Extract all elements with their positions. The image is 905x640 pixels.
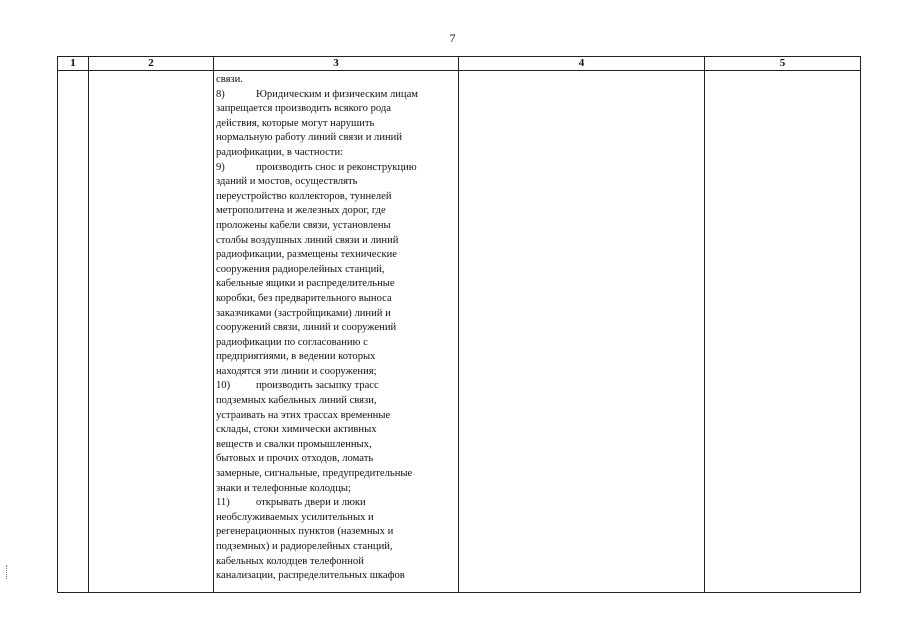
margin-mark [6, 565, 10, 579]
item-number: 11) [216, 497, 230, 509]
line-text: радиофикации, в частности: [216, 146, 344, 158]
line-text: столбы воздушных линий связи и линий [216, 234, 399, 246]
column-3-text [216, 73, 457, 584]
column-divider [458, 57, 459, 592]
item-number: 9) [216, 161, 225, 173]
column-header-1: 1 [70, 57, 76, 69]
line-text: сооружений связи, линий и сооружений [216, 322, 397, 334]
text-line [216, 102, 457, 117]
text-line [216, 336, 457, 351]
table-header-row [58, 57, 860, 71]
line-text: находятся эти линии и сооружения; [216, 365, 377, 377]
text-line [216, 204, 457, 219]
line-text: бытовых и прочих отходов, ломать [216, 453, 374, 465]
text-line [216, 131, 457, 146]
line-text: подземных) и радиорелейных станций, [216, 541, 393, 552]
text-line [216, 88, 457, 103]
text-line [216, 175, 457, 190]
text-line [216, 292, 457, 307]
line-text: заказчиками (застройщиками) линий и [216, 307, 391, 319]
text-line [216, 511, 457, 526]
text-line [216, 496, 457, 511]
text-line [216, 525, 457, 540]
text-line [216, 117, 457, 132]
text-line [216, 540, 457, 555]
line-text: проложены кабели связи, установлены [216, 219, 391, 231]
line-text: производить снос и реконструкцию [256, 161, 417, 173]
line-text: канализации, распределительных шкафов [216, 570, 405, 582]
line-text: метрополитена и железных дорог, где [216, 205, 386, 217]
text-line [216, 73, 457, 88]
line-text: связи. [216, 74, 243, 85]
line-text: кабельных колодцев телефонной [216, 555, 364, 567]
page-number: 7 [449, 31, 456, 45]
line-text: Юридическим и физическим лицам [256, 88, 418, 100]
text-line [216, 277, 457, 292]
line-text: предприятиями, в ведении которых [216, 351, 376, 363]
column-divider [704, 57, 705, 592]
text-line [216, 394, 457, 409]
line-text: подземных кабельных линий связи, [216, 395, 377, 407]
document-table [57, 56, 861, 593]
line-text: открывать двери и люки [256, 497, 366, 509]
item-number: 10) [216, 380, 231, 392]
text-line [216, 452, 457, 467]
text-line [216, 321, 457, 336]
text-line [216, 307, 457, 322]
column-divider [88, 57, 89, 592]
text-line [216, 161, 457, 176]
text-line [216, 409, 457, 424]
text-line [216, 482, 457, 497]
text-line [216, 146, 457, 161]
column-header-3: 3 [333, 57, 339, 69]
line-text: зданий и мостов, осуществлять [216, 176, 358, 188]
line-text: запрещается производить всякого рода [216, 103, 391, 115]
line-text: знаки и телефонные колодцы; [216, 482, 351, 494]
line-text: радиофикации, размещены технические [216, 249, 397, 261]
text-line [216, 365, 457, 380]
line-text: действия, которые могут нарушить [216, 117, 375, 129]
line-text: радиофикации по согласованию с [216, 336, 368, 348]
text-line [216, 219, 457, 234]
text-line [216, 438, 457, 453]
text-line [216, 263, 457, 278]
text-line [216, 467, 457, 482]
line-text: веществ и свалки промышленных, [216, 438, 372, 450]
line-text: нормальную работу линий связи и линий [216, 132, 402, 144]
line-text: коробки, без предварительного выноса [216, 292, 392, 304]
text-line [216, 569, 457, 584]
line-text: замерные, сигнальные, предупредительные [216, 468, 413, 480]
line-text: склады, стоки химически активных [216, 424, 377, 436]
scan-mark: · [228, 59, 230, 65]
column-header-2: 2 [148, 57, 154, 69]
line-text: кабельные ящики и распределительные [216, 278, 395, 290]
text-line [216, 234, 457, 249]
line-text: переустройство коллекторов, туннелей [216, 190, 392, 202]
column-header-5: 5 [779, 57, 786, 69]
column-divider [213, 57, 214, 592]
text-line [216, 423, 457, 438]
line-text: сооружения радиорелейных станций, [216, 263, 385, 275]
line-text: производить засыпку трасс [256, 380, 379, 392]
column-header-4: 4 [578, 57, 585, 69]
item-number: 8) [216, 88, 225, 100]
line-text: устраивать на этих трассах временные [216, 409, 391, 421]
line-text: необслуживаемых усилительных и [216, 511, 374, 523]
text-line [216, 379, 457, 394]
text-line [216, 350, 457, 365]
line-text: регенерационных пунктов (наземных и [216, 526, 394, 538]
text-line [216, 248, 457, 263]
text-line [216, 190, 457, 205]
text-line [216, 555, 457, 570]
